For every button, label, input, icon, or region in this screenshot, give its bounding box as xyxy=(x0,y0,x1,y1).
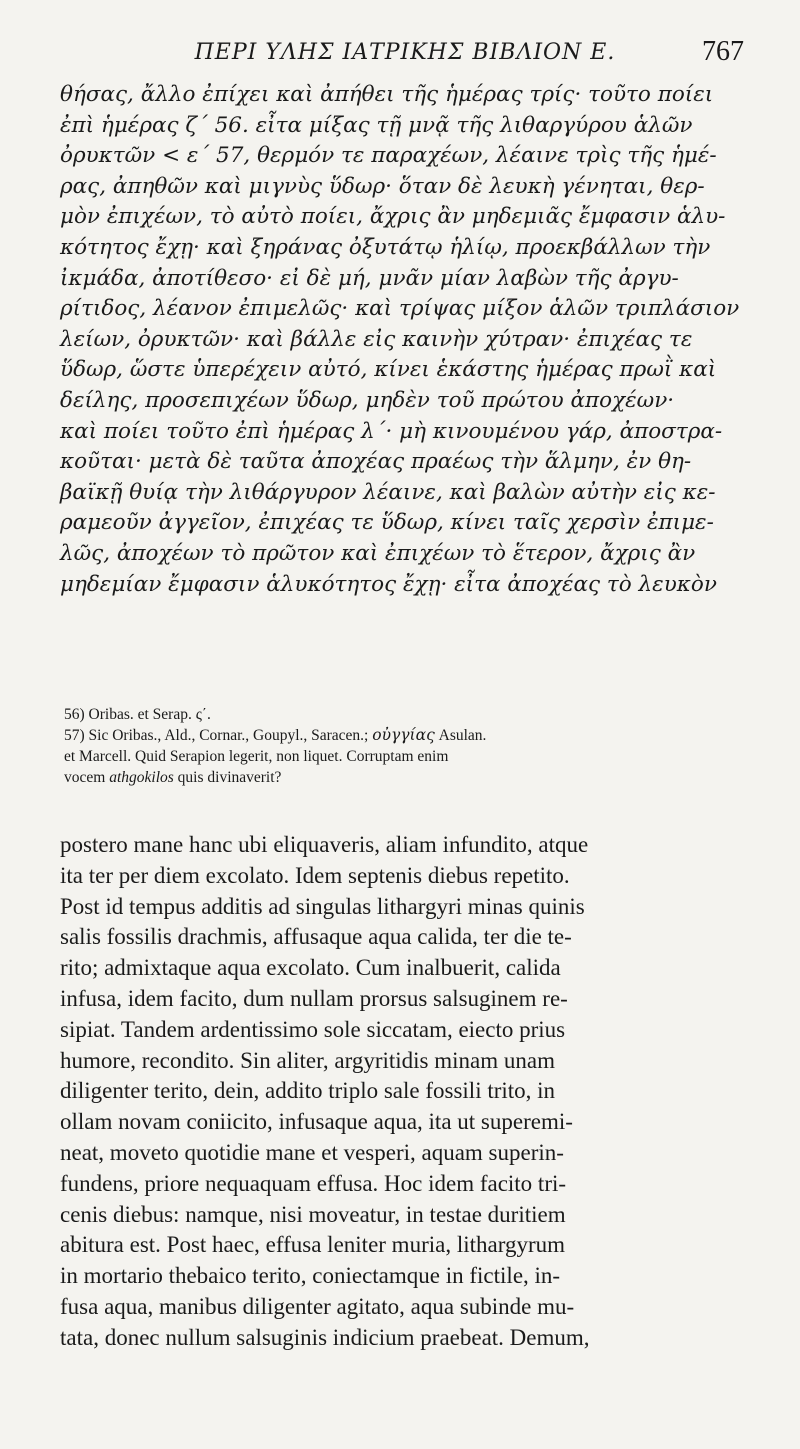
footnote-text: vocem xyxy=(64,769,106,786)
footnote-57-continued: et Marcell. Quid Serapion legerit, non liquet. Corruptam enim xyxy=(64,748,449,765)
greek-line: μηδεμίαν ἔμφασιν ἁλυκότητος ἔχῃ· εἶτα ἀποχέας τὸ λευκὸν xyxy=(60,571,717,597)
greek-line: βαϊκῇ θυίᾳ τὴν λιθάργυρον λέαινε, καὶ βαλὼν αὐτὴν εἰς κε- xyxy=(60,479,716,505)
greek-line: καὶ ποίει τοῦτο ἐπὶ ἡμέρας λ΄· μὴ κινουμένου γάρ, ἀποστρα- xyxy=(60,418,723,444)
page-header xyxy=(60,34,750,78)
greek-line: ρίτιδος, λέανον ἐπιμελῶς· καὶ τρίψας μίξον ἁλῶν τριπλάσιον xyxy=(60,296,740,322)
greek-line: κοῦται· μετὰ δὲ ταῦτα ἀποχέας πραέως τὴν ἅλμην, ἐν θη- xyxy=(60,449,692,475)
footnote-56 xyxy=(64,704,754,725)
footnote-italic-word: athgokilos xyxy=(109,769,174,786)
footnotes xyxy=(64,704,754,788)
greek-line: ἰκμάδα, ἀποτίθεσο· εἰ δὲ μή, μνᾶν μίαν λαβὼν τῆς ἀργυ- xyxy=(60,265,679,291)
greek-line: δείλης, προσεπιχέων ὕδωρ, μηδὲν τοῦ πρώτου ἀποχέων· xyxy=(60,387,675,413)
latin-line: humore, recondito. Sin aliter, argyritidis minam unam xyxy=(60,1047,555,1073)
latin-line: cenis diebus: namque, nisi moveatur, in testae duritiem xyxy=(60,1201,566,1227)
greek-line: κότητος ἔχῃ· καὶ ξηράνας ὀξυτάτῳ ἡλίῳ, προεκβάλλων τὴν xyxy=(60,234,711,260)
latin-line: in mortario thebaico terito, coniectamque in fictile, in- xyxy=(60,1263,561,1289)
latin-line: sipiat. Tandem ardentissimo sole siccatam, eiecto prius xyxy=(60,1016,566,1042)
footnote-greek-word: οὐγγίας xyxy=(372,726,435,744)
greek-line: θήσας, ἄλλο ἐπίχει καὶ ἀπήθει τῆς ἡμέρας τρίς· τοῦτο ποίει xyxy=(60,82,714,107)
latin-line: diligenter terito, dein, addito triplo sale fossili trito, in xyxy=(60,1078,556,1104)
page-number: 767 xyxy=(702,36,744,67)
latin-line: neat, moveto quotidie mane et vesperi, aquam superin- xyxy=(60,1139,564,1165)
latin-line: fusa aqua, manibus diligenter agitato, aqua subinde mu- xyxy=(60,1293,575,1319)
greek-text-block xyxy=(60,80,750,600)
greek-line: λείων, ὀρυκτῶν· καὶ βάλλε εἰς καινὴν χύτραν· ἐπιχέας τε xyxy=(60,326,693,352)
latin-line: fundens, priore nequaquam effusa. Hoc idem facito tri- xyxy=(60,1170,567,1196)
footnote-text: quis divinaverit? xyxy=(177,769,282,786)
greek-line: ὕδωρ, ὥστε ὑπερέχειν αὐτό, κίνει ἑκάστης ἡμέρας πρωῒ καὶ xyxy=(60,357,717,383)
latin-line: ita ter per diem excolato. Idem septenis diebus repetito. xyxy=(60,862,570,888)
footnote-57-continued xyxy=(64,767,754,788)
latin-line: Post id tempus additis ad singulas lithargyri minas quinis xyxy=(60,893,585,919)
latin-line: abitura est. Post haec, effusa leniter muria, lithargyrum xyxy=(60,1232,566,1258)
greek-line: ρας, ἀπηθῶν καὶ μιγνὺς ὕδωρ· ὅταν δὲ λευκὴ γένηται, θερ- xyxy=(60,173,705,199)
greek-line: ὀρυκτῶν < ε΄ 57, θερμόν τε παραχέων, λέαινε τρὶς τῆς ἡμέ- xyxy=(60,143,717,169)
greek-line: μὸν ἐπιχέων, τὸ αὐτὸ ποίει, ἄχρις ἂν μηδεμιᾶς ἔμφασιν ἁλυ- xyxy=(60,204,726,230)
greek-line: λῶς, ἀποχέων τὸ πρῶτον καὶ ἐπιχέων τὸ ἕτερον, ἄχρις ἂν xyxy=(60,540,696,566)
footnote-text: Oribas. et Serap. ς΄. xyxy=(88,706,211,723)
running-title: ΠΕΡΙ ΥΛΗΣ ΙΑΤΡΙΚΗΣ ΒΙΒΛΙΟΝ Ε. xyxy=(194,40,616,65)
latin-line: salis fossilis drachmis, affusaque aqua calida, ter die te- xyxy=(60,924,572,950)
latin-line: rito; admixtaque aqua excolato. Cum inalbuerit, calida xyxy=(60,955,561,981)
greek-line: ραμεοῦν ἀγγεῖον, ἐπιχέας τε ὕδωρ, κίνει ταῖς χερσὶν ἐπιμε- xyxy=(60,510,714,536)
latin-line: tata, donec nullum salsuginis indicium praebeat. Demum, xyxy=(60,1324,590,1350)
latin-line: postero mane hanc ubi eliquaveris, aliam infundito, atque xyxy=(60,832,589,857)
footnote-57 xyxy=(64,725,754,746)
latin-line: ollam novam coniicito, infusaque aqua, ita ut superemi- xyxy=(60,1109,573,1135)
footnote-marker: 57) xyxy=(64,727,85,744)
footnote-text: Sic Oribas., Ald., Cornar., Goupyl., Saracen.; xyxy=(88,727,369,744)
greek-line: ἐπὶ ἡμέρας ζ΄ 56. εἶτα μίξας τῇ μνᾷ τῆς λιθαργύρου ἁλῶν xyxy=(60,112,693,138)
latin-text-block xyxy=(60,830,755,1354)
footnote-text: Asulan. xyxy=(438,727,487,744)
latin-line: infusa, idem facito, dum nullam prorsus salsuginem re- xyxy=(60,985,568,1011)
footnote-marker: 56) xyxy=(64,706,85,723)
